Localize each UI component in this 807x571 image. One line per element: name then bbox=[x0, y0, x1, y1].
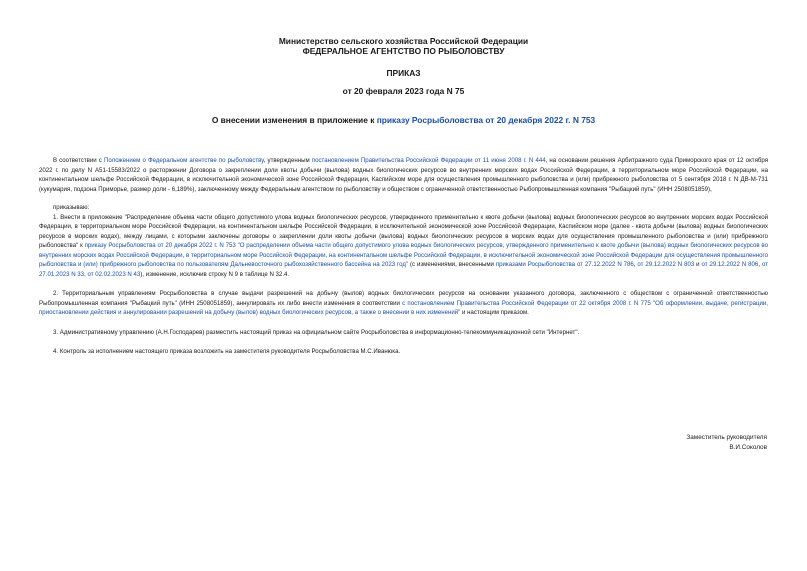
document-header bbox=[0, 36, 807, 56]
document-body bbox=[39, 156, 768, 357]
document-title bbox=[0, 115, 807, 125]
preamble-link-regulation[interactable]: Положением о Федеральном агентстве по рыболовству bbox=[103, 157, 264, 164]
item1-link-order-33[interactable]: от 27.01.2023 N 33 bbox=[39, 261, 768, 278]
signature-block bbox=[686, 433, 767, 453]
item1-link-order-806[interactable]: от 29.12.2022 N 806 bbox=[701, 261, 759, 268]
item1-link-order-753[interactable]: приказу Росрыболовства от 20 декабря 2022 г. N 753 "О распределении объема части общего допустимого улова водных биологических ресурсов, утвержденного применительно к квоте добычи (вылова) водных биологических ресурсов во внутренних морских водах Российской Федерации, в территориальном море Российской Федерации, на континентальном шельфе Российской Федерации, в исключительной экономической зоне Российской Федерации для осуществления промышленного рыболовства и (или) прибрежного рыболовства по пользователям Дальневосточного рыбохозяйственного бассейна на 2023 год" bbox=[39, 242, 768, 268]
command-paragraph: приказываю: bbox=[53, 204, 90, 211]
item-4-paragraph: 4. Контроль за исполнением настоящего приказа возложить на заместителя руководителя Росрыболовства М.С.Иванюка. bbox=[53, 348, 401, 355]
item1-text-4: и bbox=[694, 261, 702, 268]
title-prefix: О внесении изменения в приложение к bbox=[211, 115, 377, 125]
item-3-paragraph: 3. Административному управлению (А.Н.Господарев) разместить настоящий приказ на официальном сайте Росрыболовства в информационно-телекоммуникационной сети "Интернет". bbox=[53, 328, 580, 336]
item1-text-6: , bbox=[84, 270, 88, 278]
preamble-text-1: В соответствии с bbox=[53, 157, 104, 164]
ministry-name: Министерство сельского хозяйства Российской Федерации bbox=[278, 36, 529, 46]
item1-link-order-43[interactable]: от 02.02.2023 N 43 bbox=[87, 270, 141, 278]
item1-text-7: ), изменение, исключив строку N 9 в таблице N 32.4. bbox=[140, 270, 290, 278]
signatory-name: В.И.Соколов bbox=[729, 444, 767, 451]
item1-text-5: , bbox=[758, 261, 762, 268]
preamble-paragraph bbox=[39, 156, 768, 194]
item2-link-resolution-775[interactable]: с постановлением Правительства Российской Федерации от 22 октября 2008 г. N 775 "Об оформлении, выдаче, регистрации, приостановлении действия и аннулировании разрешений на добычу (вылов) водных биологических ресурсов, а также о внесении в них изменений" bbox=[39, 299, 768, 316]
item-2-paragraph bbox=[39, 289, 768, 318]
item1-text-1: 1. Внести в приложение "Распределение объема части общего допустимого улова водных биологических ресурсов, утвержденного применительно к квоте добычи (вылова) водных биологических ресурсов во внутренних морских водах Российской Федерации, в территориальном море Российской Федерации, на континентальном шельфе Российской Федерации, в исключительной экономической зоне Российской Федерации, Каспийском море (далее - квота добычи (вылова) водных биологических ресурсов в морских водах), между лицами, с которыми заключены договоры о закреплении доли квоты добычи (вылова) водных биологических ресурсов в морских водах для осуществления промышленного рыболовства и (или) прибрежного рыболовства" к bbox=[39, 213, 768, 249]
preamble-link-resolution[interactable]: постановлением Правительства Российской Федерации от 11 июня 2008 г. N 444 bbox=[311, 157, 546, 164]
order-type: ПРИКАЗ bbox=[386, 68, 421, 78]
item1-text-3: , bbox=[633, 261, 638, 268]
item1-link-order-803[interactable]: от 29.12.2022 N 803 bbox=[637, 261, 695, 268]
preamble-text-2: , утвержденным bbox=[263, 157, 312, 164]
preamble-text-3: , на основании решения Арбитражного суда Приморского края от 12 октября 2022 г. по делу N А51-15583/2022 о расторжении Договора о закреплении доли квоты добычи (вылова) водных биологических ресурсов во внутренних морских водах Российской Федерации, в территориальном море Российской Федерации, на континентальном шельфе Российской Федерации, в исключительной экономической зоне Российской Федерации, Каспийском море для осуществления промышленного рыболовства и (или) прибрежного рыболовства от 5 сентября 2018 г. N ДВ-М-731 (кукумария, подзона Приморье, размер доли - 6,189%), заключенному между Федеральным агентством по рыболовству и обществом с ограниченной ответственностью Рыбопромышленная компания "Рыбацкий путь" (ИНН 2508051859), bbox=[39, 157, 769, 193]
item2-text-1: 2. Территориальным управлениям Росрыболовства в случае выдачи разрешений на добычу (вылов) водных биологических ресурсов на основании указанного договора, заключенного с обществом с ограниченной ответственностью Рыбопромышленная компания "Рыбацкий путь" (ИНН 2508051859), аннулировать их либо внести изменения в соответствии bbox=[39, 290, 768, 307]
agency-name: ФЕДЕРАЛЬНОЕ АГЕНТСТВО ПО РЫБОЛОВСТВУ bbox=[302, 46, 505, 56]
item-1-paragraph bbox=[39, 213, 768, 280]
signatory-position: Заместитель руководителя bbox=[686, 434, 767, 441]
item2-text-2: и настоящим приказом. bbox=[460, 309, 529, 316]
order-date-number: от 20 февраля 2023 года N 75 bbox=[342, 86, 465, 96]
item1-link-order-786[interactable]: приказами Росрыболовства от 27.12.2022 N 786 bbox=[495, 261, 634, 268]
item1-text-2: (с изменениями, внесенными bbox=[408, 261, 496, 268]
title-link[interactable]: приказу Росрыболовства от 20 декабря 2022 г. N 753 bbox=[376, 115, 596, 125]
